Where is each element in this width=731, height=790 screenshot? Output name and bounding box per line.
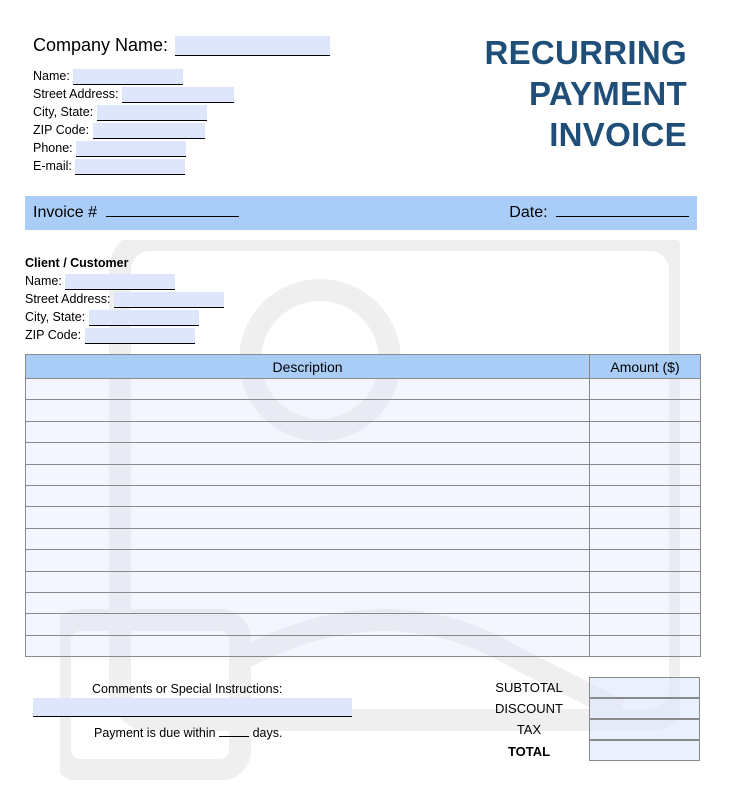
company-email-input[interactable] [75,159,185,175]
payment-days-field[interactable] [219,722,249,737]
amount-cell[interactable] [590,507,701,528]
description-cell[interactable] [26,614,590,635]
table-row [26,635,701,656]
description-cell[interactable] [26,485,590,506]
company-field-zip [33,121,234,139]
company-name-row [33,35,330,56]
comments-label: Comments or Special Instructions: [92,682,283,696]
table-row [26,443,701,464]
company-info-block [33,67,234,175]
client-city-input[interactable] [89,310,199,326]
table-row [26,528,701,549]
amount-cell[interactable] [590,550,701,571]
description-cell[interactable] [26,592,590,613]
company-field-city [33,103,234,121]
client-field-label: ZIP Code: [25,328,82,342]
invoice-bar [25,196,697,230]
payment-terms [94,722,282,742]
amount-cell[interactable] [590,485,701,506]
table-row [26,421,701,442]
invoice-title [484,32,687,155]
subtotal-field[interactable] [589,677,700,698]
discount-field[interactable] [589,698,700,719]
amount-cell[interactable] [590,614,701,635]
company-phone-input[interactable] [76,141,186,157]
company-field-phone [33,139,234,157]
amount-cell[interactable] [590,443,701,464]
client-field-name [25,272,224,290]
date-row [509,196,689,230]
client-field-label: Name: [25,274,62,288]
tax-field[interactable] [589,719,700,740]
total-field[interactable] [589,740,700,761]
client-field-label: City, State: [25,310,86,324]
amount-cell[interactable] [590,400,701,421]
table-row [26,571,701,592]
table-row [26,464,701,485]
description-header: Description [26,355,590,379]
company-field-name [33,67,234,85]
title-line-2: PAYMENT [529,75,687,112]
client-field-street [25,290,224,308]
company-field-street [33,85,234,103]
subtotal-label: SUBTOTAL [495,680,563,695]
description-cell[interactable] [26,421,590,442]
description-cell[interactable] [26,571,590,592]
table-row [26,485,701,506]
table-row [26,614,701,635]
table-row [26,379,701,400]
amount-cell[interactable] [590,592,701,613]
company-street-input[interactable] [122,87,234,103]
company-name-label: Company Name: [33,35,169,55]
line-items-table [25,354,701,657]
payment-prefix: Payment is due within [94,726,216,740]
client-zip-input[interactable] [85,328,195,344]
client-field-label: Street Address: [25,292,111,306]
description-cell[interactable] [26,400,590,421]
comments-field[interactable] [33,698,352,717]
invoice-number-field[interactable] [106,199,239,217]
description-cell[interactable] [26,528,590,549]
client-name-input[interactable] [65,274,175,290]
table-row [26,507,701,528]
table-row [26,400,701,421]
title-line-3: INVOICE [549,116,687,153]
company-field-label: E-mail: [33,159,72,173]
discount-label: DISCOUNT [495,701,563,716]
date-label: Date: [509,204,548,221]
description-cell[interactable] [26,379,590,400]
invoice-number-row [33,196,239,230]
amount-header: Amount ($) [590,355,701,379]
company-city-input[interactable] [97,105,207,121]
company-field-label: City, State: [33,105,94,119]
company-name-field[interactable] [175,36,330,56]
tax-label: TAX [516,722,542,737]
amount-cell[interactable] [590,571,701,592]
description-cell[interactable] [26,550,590,571]
description-cell[interactable] [26,464,590,485]
company-field-label: ZIP Code: [33,123,90,137]
description-cell[interactable] [26,635,590,656]
client-field-city [25,308,224,326]
client-field-zip [25,326,224,344]
date-field[interactable] [556,199,689,217]
amount-cell[interactable] [590,528,701,549]
amount-cell[interactable] [590,464,701,485]
company-field-label: Phone: [33,141,73,155]
client-heading: Client / Customer [25,256,129,270]
description-cell[interactable] [26,507,590,528]
payment-suffix: days. [252,726,283,740]
table-header-row [26,355,701,379]
table-row [26,592,701,613]
amount-cell[interactable] [590,379,701,400]
amount-cell[interactable] [590,421,701,442]
title-line-1: RECURRING [484,34,687,71]
description-cell[interactable] [26,443,590,464]
company-zip-input[interactable] [93,123,205,139]
company-field-email [33,157,234,175]
table-row [26,550,701,571]
company-name-input[interactable] [73,69,183,85]
invoice-number-label: Invoice # [33,204,98,221]
client-street-input[interactable] [114,292,224,308]
company-field-label: Name: [33,69,70,83]
company-field-label: Street Address: [33,87,119,101]
total-label: TOTAL [507,744,551,759]
client-block [25,254,224,344]
amount-cell[interactable] [590,635,701,656]
